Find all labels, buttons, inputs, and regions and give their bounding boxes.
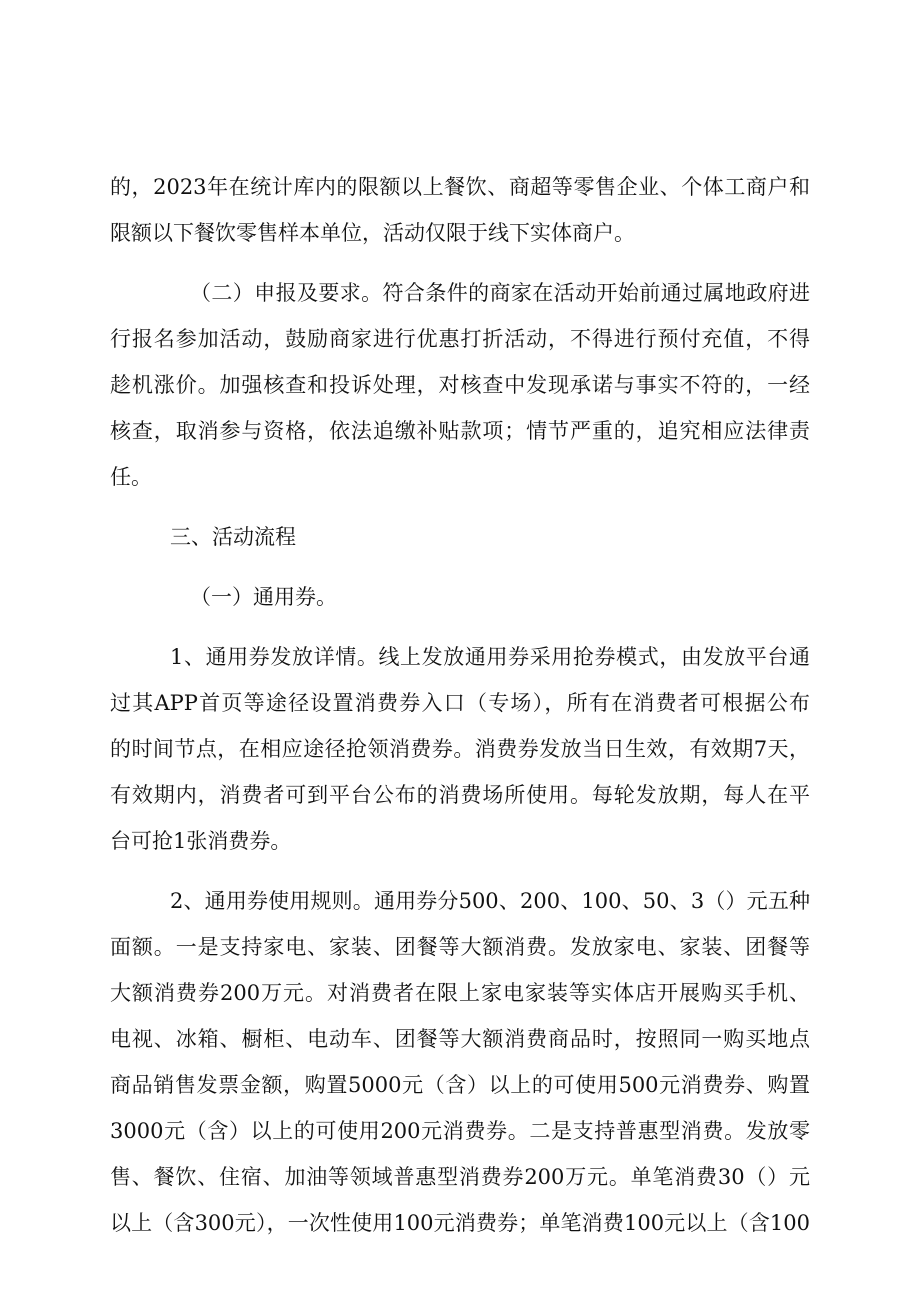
- text-line: 行报名参加活动，鼓励商家进行优惠打折活动，不得进行预付充值，不得: [110, 327, 810, 351]
- text-line: 以上（含300元），一次性使用100元消费券；单笔消费100元以上（含100: [110, 1211, 810, 1235]
- document-page: [110, 164, 810, 1246]
- text-line: 3000元（含）以上的可使用200元消费券。二是支持普惠型消费。发放零: [110, 1119, 810, 1143]
- text-line: 限额以下餐饮零售样本单位，活动仅限于线下实体商户。: [110, 221, 635, 245]
- text-line: 的，2023年在统计库内的限额以上餐饮、商超等零售企业、个体工商户和: [110, 175, 810, 199]
- paragraph-application-requirements: [110, 270, 810, 500]
- text-line: 大额消费券200万元。对消费者在限上家电家装等实体店开展购买手机、: [110, 981, 810, 1005]
- text-line: 核查，取消参与资格，依法追缴补贴款项；情节严重的，追究相应法律责: [110, 419, 810, 443]
- paragraph-coupon-rules: [110, 878, 810, 1246]
- paragraph-coupon-distribution: [110, 634, 810, 864]
- text-line: 售、餐饮、住宿、加油等领域普惠型消费券200万元。单笔消费30（）元: [110, 1165, 810, 1189]
- text-line: 1、通用券发放详情。线上发放通用券采用抢券模式，由发放平台通: [170, 645, 810, 669]
- subsection-heading: （一）通用券。: [190, 585, 337, 609]
- text-line: 有效期内，消费者可到平台公布的消费场所使用。每轮发放期，每人在平: [110, 783, 810, 807]
- text-line: 商品销售发票金额，购置5000元（含）以上的可使用500元消费券、购置: [110, 1073, 810, 1097]
- text-line: （二）申报及要求。符合条件的商家在活动开始前通过属地政府进: [190, 281, 810, 305]
- text-line: 任。: [110, 465, 152, 489]
- text-line: 台可抢1张消费券。: [110, 829, 292, 853]
- paragraph-eligibility-continuation: [110, 164, 810, 256]
- section-heading: 三、活动流程: [170, 525, 296, 549]
- text-line: 的时间节点，在相应途径抢领消费券。消费券发放当日生效，有效期7天，: [110, 737, 810, 761]
- text-line: 过其APP首页等途径设置消费券入口（专场），所有在消费者可根据公布: [110, 691, 810, 715]
- text-line: 趁机涨价。加强核查和投诉处理，对核查中发现承诺与事实不符的，一经: [110, 373, 810, 397]
- text-line: 电视、冰箱、橱柜、电动车、团餐等大额消费商品时，按照同一购买地点: [110, 1027, 810, 1051]
- text-line: 面额。一是支持家电、家装、团餐等大额消费。发放家电、家装、团餐等: [110, 935, 810, 959]
- text-line: 2、通用券使用规则。通用券分500、200、100、50、3（）元五种: [170, 889, 810, 913]
